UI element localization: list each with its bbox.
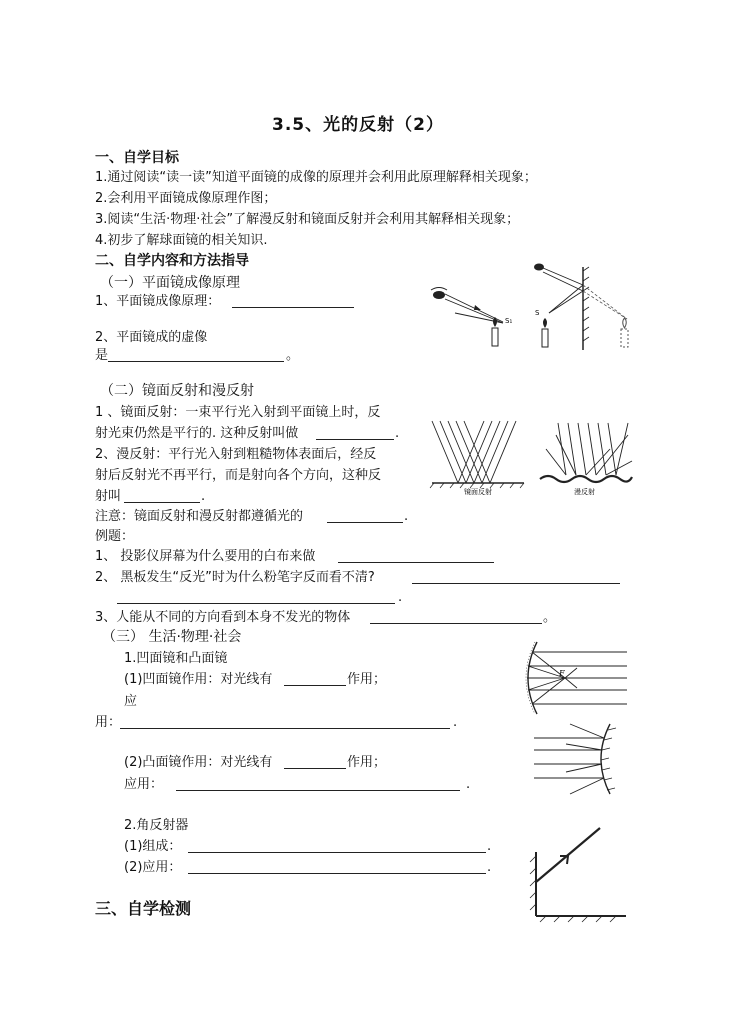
example-question: 1、 投影仪屏幕为什么要用的白布来做	[95, 549, 316, 564]
subsection-label: 1.凹面镜和凸面镜	[124, 651, 228, 666]
example-label: 例题：	[95, 529, 135, 544]
answer-blank[interactable]	[284, 685, 346, 686]
label-specular: 镜面反射	[464, 488, 492, 496]
question-label: (2)凸面镜作用：对光线有	[124, 755, 273, 770]
question-label: 1、平面镜成像原理：	[95, 294, 221, 309]
section-heading-self-test: 三、自学检测	[95, 899, 192, 918]
punctuation: .	[398, 590, 403, 605]
answer-blank[interactable]	[117, 603, 395, 604]
punctuation: .	[487, 839, 492, 854]
answer-blank[interactable]	[188, 873, 486, 874]
answer-blank[interactable]	[108, 361, 284, 362]
label-focus: F	[559, 669, 565, 678]
eye-icon	[431, 288, 447, 300]
answer-blank[interactable]	[176, 790, 460, 791]
eye-icon	[534, 264, 544, 271]
punctuation: .	[487, 860, 492, 875]
question-label: (1)凹面镜作用：对光线有	[124, 672, 273, 687]
plane-mirror-figure	[425, 255, 635, 355]
subheading-life-physics: （三） 生活·物理·社会	[102, 629, 242, 645]
text-line: 1 、镜面反射：一束平行光入射到平面镜上时，反	[95, 405, 381, 420]
example-question: 2、 黑板发生“反光”时为什么粉笔字反而看不清?	[95, 570, 375, 585]
label-diffuse: 漫反射	[574, 488, 595, 496]
section-heading-content: 二、自学内容和方法指导	[95, 253, 249, 269]
question-label: 应用：	[124, 777, 164, 792]
answer-blank[interactable]	[338, 562, 494, 563]
question-label: 作用；	[347, 755, 387, 770]
answer-blank[interactable]	[327, 522, 403, 523]
question-label: 作用；	[347, 672, 387, 687]
question-label: 2、平面镜成的虚像	[95, 330, 208, 345]
question-label: 用：	[95, 715, 122, 730]
question-label: (2)应用：	[124, 860, 182, 875]
answer-blank[interactable]	[232, 307, 354, 308]
answer-blank[interactable]	[316, 439, 394, 440]
punctuation: .	[466, 777, 471, 792]
subsection-label: 2.角反射器	[124, 818, 189, 833]
text-line: 2、漫反射：平行光入射到粗糙物体表面后，经反	[95, 447, 377, 462]
punctuation: 。	[543, 610, 557, 625]
section-heading-goals: 一、自学目标	[95, 150, 179, 166]
answer-blank[interactable]	[412, 583, 620, 584]
answer-blank[interactable]	[188, 852, 486, 853]
answer-blank[interactable]	[284, 768, 346, 769]
question-label: 是	[95, 348, 109, 363]
subheading-plane-mirror: （一）平面镜成像原理	[100, 275, 240, 291]
punctuation: .	[395, 426, 400, 441]
answer-blank[interactable]	[124, 502, 200, 503]
answer-blank[interactable]	[370, 623, 542, 624]
punctuation: .	[201, 489, 206, 504]
convex-mirror-figure	[530, 720, 630, 798]
text-line: 射后反射光不再平行，而是射向各个方向，这种反	[95, 468, 382, 483]
text-line: 射叫	[95, 489, 122, 504]
question-label: (1)组成：	[124, 839, 182, 854]
page-title: 3.5、光的反射（2）	[272, 115, 444, 135]
goal-item: 2.会利用平面镜成像原理作图；	[95, 191, 277, 206]
label-s: S	[535, 309, 540, 317]
corner-reflector-figure	[522, 822, 630, 922]
text-line: 射光束仍然是平行的. 这种反射叫做	[95, 426, 299, 441]
punctuation: .	[404, 509, 409, 524]
virtual-candle-icon	[621, 318, 628, 347]
question-label: 应	[124, 694, 138, 709]
label-s1: S₁	[505, 317, 513, 325]
answer-blank[interactable]	[120, 728, 450, 729]
reflection-types-figure	[428, 415, 636, 497]
concave-mirror-figure	[515, 638, 631, 718]
example-question: 3、人能从不同的方向看到本身不发光的物体	[95, 610, 351, 625]
goal-item: 3.阅读“生活·物理·社会”了解漫反射和镜面反射并会利用其解释相关现象；	[95, 212, 520, 227]
goal-item: 1.通过阅读“读一读”知道平面镜的成像的原理并会利用此原理解释相关现象；	[95, 170, 537, 185]
candle-icon	[542, 318, 548, 347]
subheading-reflection-types: （二）镜面反射和漫反射	[100, 383, 254, 399]
goal-item: 4.初步了解球面镜的相关知识.	[95, 233, 268, 248]
punctuation: .	[453, 715, 458, 730]
punctuation: 。	[286, 348, 300, 363]
note-line: 注意：镜面反射和漫反射都遵循光的	[95, 509, 304, 524]
